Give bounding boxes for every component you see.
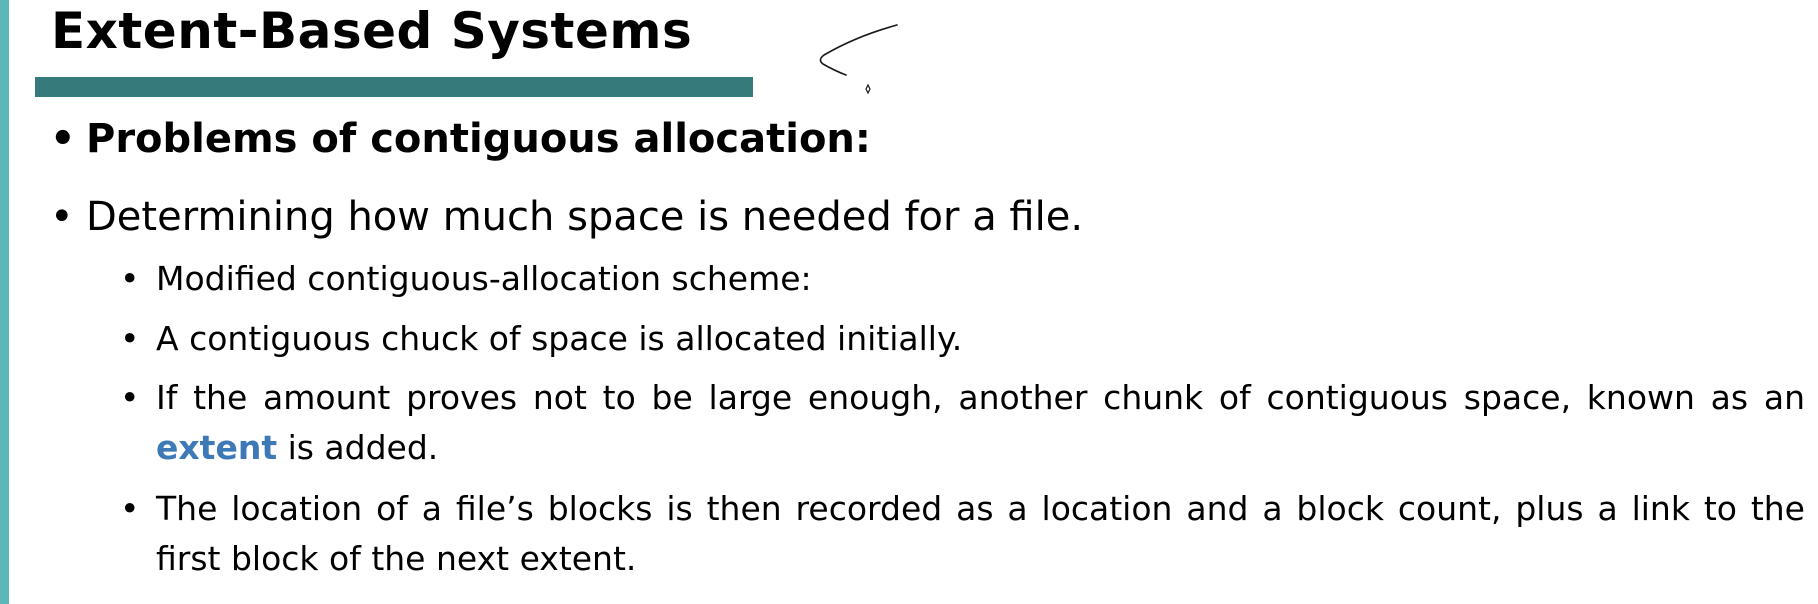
pen-annotation-arrow-icon [810, 15, 920, 100]
bullet-glyph: • [50, 194, 74, 240]
left-accent-bar [0, 0, 9, 604]
sub-bullet-text-before: If the amount proves not to be large enough, another chunk of contiguous space, known as an [156, 378, 1805, 417]
sub-bullet-text: Modified contiguous-allocation scheme: [156, 259, 812, 298]
pen-arrow-stroke [820, 25, 897, 75]
sub-bullet-glyph: • [120, 489, 140, 528]
pen-cursor-mark [866, 85, 870, 93]
sub-bullet-text [156, 373, 1805, 473]
bullet-text: Determining how much space is needed for a file. [86, 194, 1084, 240]
slide-title: Extent-Based Systems [51, 2, 693, 60]
sub-bullet-glyph: • [120, 378, 140, 417]
sub-bullet-text: The location of a file’s blocks is then recorded as a location and a block count, plus a link to the first block of the next extent. [156, 489, 1805, 578]
sub-bullet-text-after: is added. [277, 428, 439, 467]
sub-bullet-glyph: • [120, 319, 140, 358]
extent-highlight: extent [156, 428, 278, 467]
title-underline-bar [35, 77, 753, 97]
sub-bullet-glyph: • [120, 259, 140, 298]
sub-bullet-text: A contiguous chuck of space is allocated initially. [156, 319, 963, 358]
bullet-glyph: • [50, 116, 76, 162]
sub-bullet-extent-added [120, 373, 1805, 473]
sub-bullet-contiguous-chuck [120, 314, 1805, 364]
bullet-text: Problems of contiguous allocation: [86, 116, 871, 162]
sub-bullet-modified-scheme [120, 254, 1805, 304]
sub-bullet-location-recorded [120, 484, 1805, 584]
